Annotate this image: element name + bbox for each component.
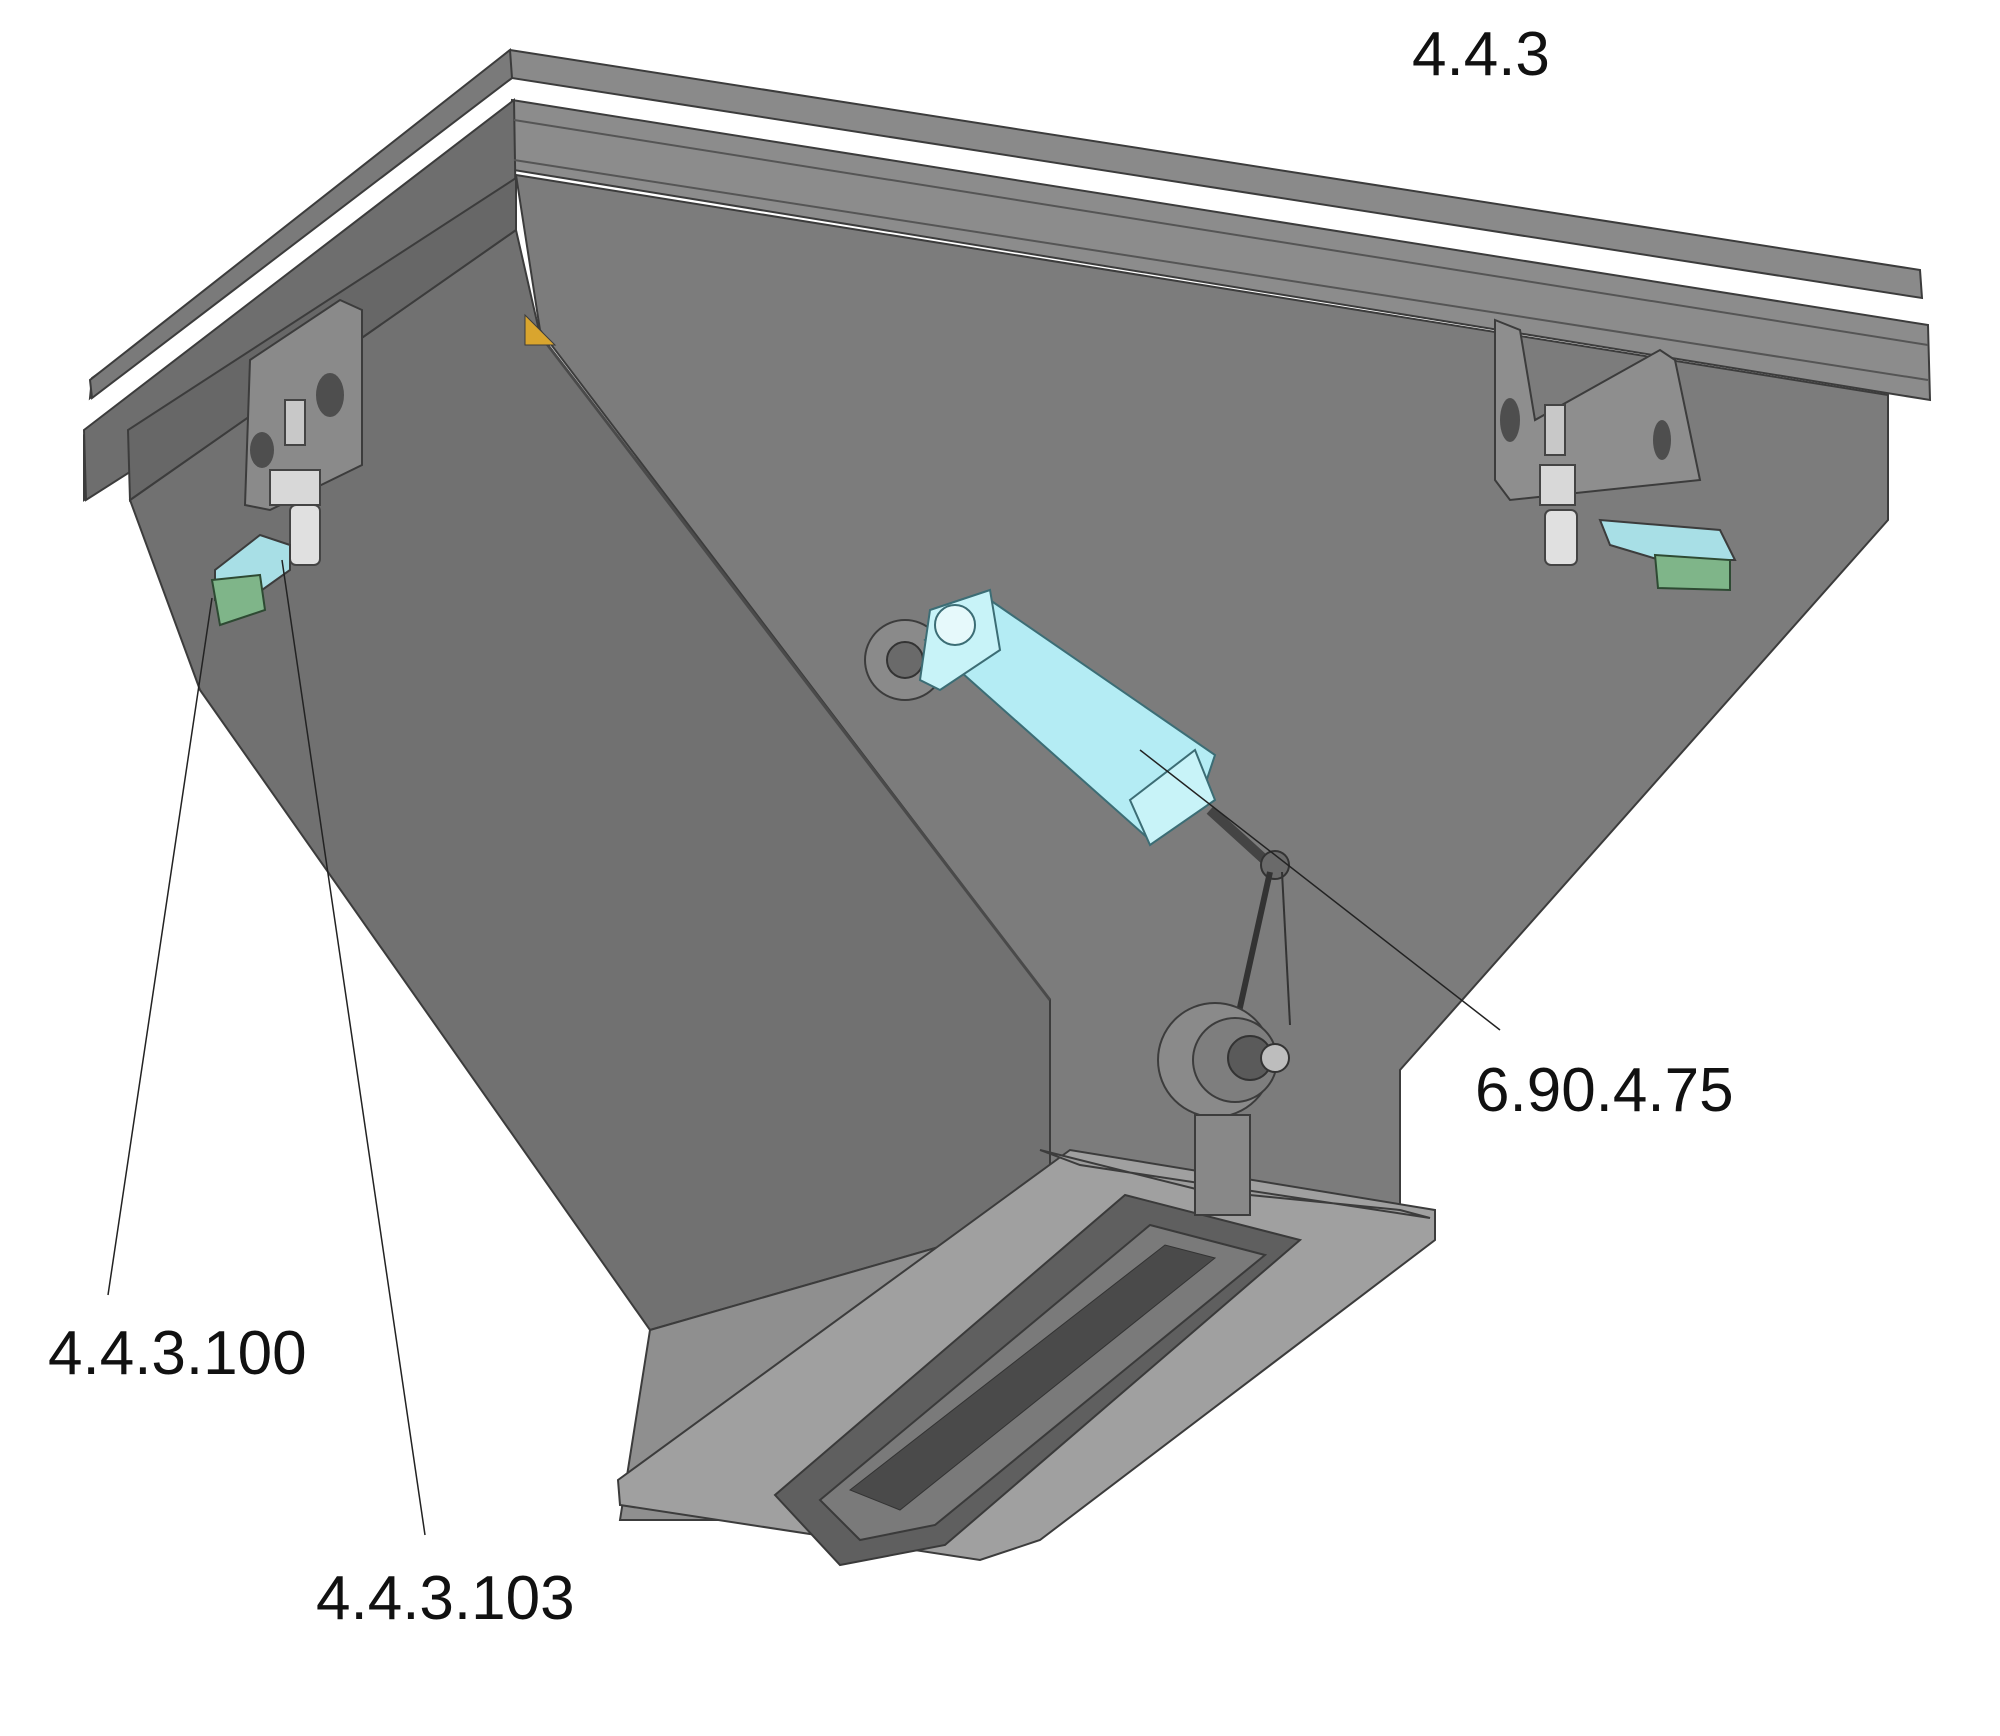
left-bolt xyxy=(285,400,305,445)
left-pin xyxy=(290,505,320,565)
part-label-sensor-mount: 4.4.3.103 xyxy=(316,1564,575,1633)
shaft-end xyxy=(1261,1044,1289,1072)
right-bracket-hole xyxy=(1500,398,1520,442)
cylinder-clevis xyxy=(935,605,975,645)
right-sensor-body xyxy=(1655,555,1730,590)
right-pin xyxy=(1545,510,1577,565)
part-label-sensor-bracket: 4.4.3.100 xyxy=(48,1319,307,1388)
right-bracket-hole xyxy=(1653,420,1671,460)
shaft-support xyxy=(1195,1115,1250,1215)
left-bracket-hole xyxy=(250,432,274,468)
right-nut xyxy=(1540,465,1575,505)
assembly-number-label: 4.4.3 xyxy=(1412,20,1550,89)
leader-line-4.4.3.100 xyxy=(108,598,212,1295)
left-nut xyxy=(270,470,320,505)
cylinder-pivot-hub xyxy=(887,642,923,678)
part-label-cylinder: 6.90.4.75 xyxy=(1475,1056,1734,1125)
right-bolt xyxy=(1545,405,1565,455)
left-bracket-hole xyxy=(316,373,344,417)
